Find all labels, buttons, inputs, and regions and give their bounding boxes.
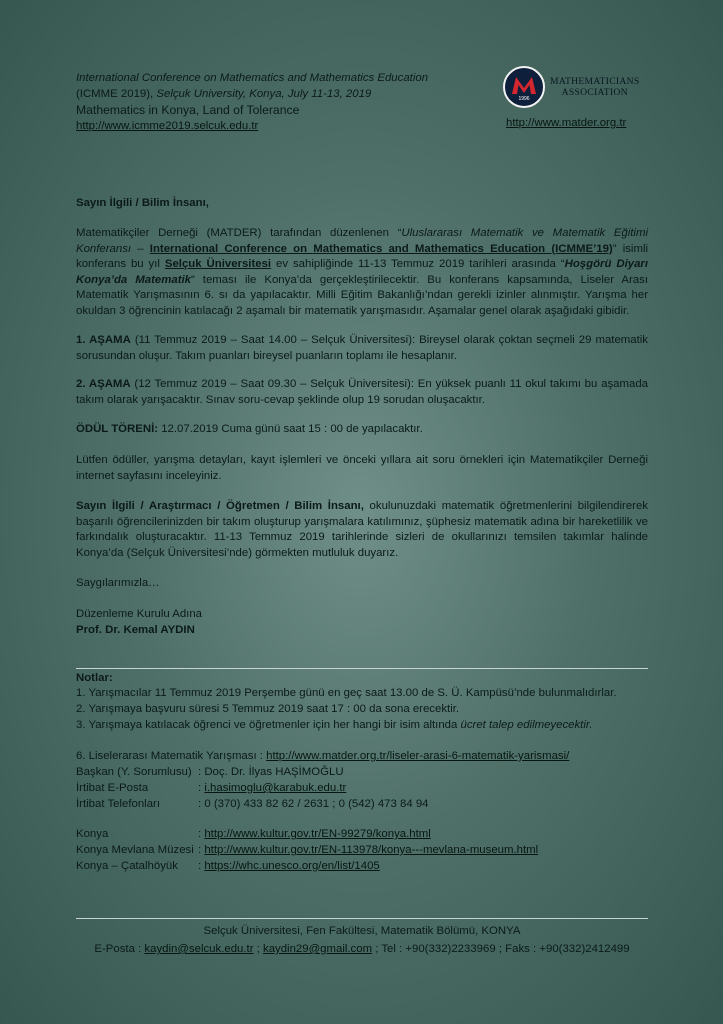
- matder-url-link[interactable]: http://www.matder.org.tr: [506, 117, 627, 129]
- footer-divider: [76, 918, 648, 919]
- conference-theme: Mathematics in Konya, Land of Tolerance: [76, 103, 300, 117]
- notes-title: Notlar:: [76, 672, 113, 684]
- conference-header: [76, 70, 476, 134]
- invite-paragraph: Sayın İlgili / Araştırmacı / Öğretmen / Bilim İnsanı, okulunuzdaki matematik öğretmenlerini bilgilendirerek başarılı öğrencilerinizden bir takım oluşturup yarışmalara katılımınız, şüphesiz matematik adına bir hareketlilik ve farkındalık oluşturacaktır. 11-13 Temmuz 2019 tarihlerinde sizleri de okullarınızı temsilen takımlar halinde Konya’da (Selçuk Üniversitesi’nde) görmekten mutluluk duyarız.: [76, 500, 648, 559]
- award-ceremony: ÖDÜL TÖRENİ: 12.07.2019 Cuma günü saat 15 : 00 de yapılacaktır.: [76, 423, 423, 435]
- matder-logo: [503, 66, 648, 110]
- mevlana-label: Konya Mevlana Müzesi: [76, 844, 194, 856]
- stage-1-paragraph: 1. AŞAMA (11 Temmuz 2019 – Saat 14.00 – Selçuk Üniversitesi): Bireysel olarak çoktan seçmeli 29 matematik sorusundan oluşur. Takım puanları bireysel puanların toplamı ile hesaplanır.: [76, 334, 648, 362]
- logo-year: 1996: [518, 96, 530, 102]
- footer-email-2-link[interactable]: kaydin29@gmail.com: [263, 943, 373, 955]
- stage-2-paragraph: 2. AŞAMA (12 Temmuz 2019 – Saat 09.30 – Selçuk Üniversitesi): En yüksek puanlı 11 okul takımı bu aşamada takım olarak yarışacaktır. Sınav soru-cevap şeklinde olup 19 sorudan oluşacaktır.: [76, 378, 648, 406]
- footer-contact: E-Posta : kaydin@selcuk.edu.tr ; kaydin29@gmail.com ; Tel : +90(332)2233969 ; Faks : +90(332)2412499: [94, 943, 630, 955]
- chair-label: Başkan (Y. Sorumlusu): [76, 766, 192, 778]
- catalhoyuk-url-link[interactable]: https://whc.unesco.org/en/list/1405: [204, 860, 380, 872]
- conference-title: International Conference on Mathematics and Mathematics Education: [76, 72, 429, 84]
- conference-url-link[interactable]: http://www.icmme2019.selcuk.edu.tr: [76, 120, 259, 132]
- konya-url-link[interactable]: http://www.kultur.gov.tr/EN-99279/konya.html: [204, 828, 431, 840]
- email-value-row: : i.hasimoglu@karabuk.edu.tr: [198, 782, 347, 794]
- note-3: 3. Yarışmaya katılacak öğrenci ve öğretmenler için her hangi bir isim altında ücret talep edilmeyecektir.: [76, 719, 593, 731]
- notes-divider: [76, 668, 648, 669]
- signature-name: Prof. Dr. Kemal AYDIN: [76, 624, 195, 636]
- signature-org: Düzenleme Kurulu Adına: [76, 608, 203, 620]
- phone-value: : 0 (370) 433 82 62 / 2631 ; 0 (542) 473 84 94: [198, 798, 429, 810]
- chair-value: : Doç. Dr. İlyas HAŞİMOĞLU: [198, 766, 344, 778]
- greeting: Sayın İlgili / Bilim İnsanı,: [76, 197, 209, 209]
- konya-url-row: : http://www.kultur.gov.tr/EN-99279/konya.html: [198, 828, 431, 840]
- info-paragraph: Lütfen ödüller, yarışma detayları, kayıt işlemleri ve önceki yıllara ait soru örnekleri için Matematikçiler Derneği internet sayfasını inceleyiniz.: [76, 454, 648, 482]
- mevlana-url-link[interactable]: http://www.kultur.gov.tr/EN-113978/konya---mevlana-museum.html: [204, 844, 539, 856]
- association-emblem-icon: [503, 66, 545, 108]
- logo-text: MATHEMATICIANS ASSOCIATION: [550, 76, 640, 98]
- footer-address: Selçuk Üniversitesi, Fen Fakültesi, Matematik Bölümü, KONYA: [203, 925, 521, 937]
- letter-m-icon: [510, 74, 538, 96]
- competition-url-link[interactable]: http://www.matder.org.tr/liseler-arasi-6-matematik-yarismasi/: [266, 750, 570, 762]
- footer-email-1-link[interactable]: kaydin@selcuk.edu.tr: [144, 943, 254, 955]
- conference-dates: (ICMME 2019), Selçuk University, Konya, July 11-13, 2019: [76, 88, 372, 100]
- contact-email-link[interactable]: i.hasimoglu@karabuk.edu.tr: [204, 782, 347, 794]
- note-1: 1. Yarışmacılar 11 Temmuz 2019 Perşembe günü en geç saat 13.00 de S. Ü. Kampüsü’nde bulunmalıdırlar.: [76, 687, 617, 699]
- konya-label: Konya: [76, 828, 109, 840]
- note-2: 2. Yarışmaya başvuru süresi 5 Temmuz 2019 saat 17 : 00 da sona erecektir.: [76, 703, 460, 715]
- catalhoyuk-label: Konya – Çatalhöyük: [76, 860, 178, 872]
- mevlana-url-row: : http://www.kultur.gov.tr/EN-113978/konya---mevlana-museum.html: [198, 844, 539, 856]
- regards: Saygılarımızla…: [76, 577, 160, 589]
- intro-paragraph: Matematikçiler Derneği (MATDER) tarafından düzenlenen “Uluslararası Matematik ve Matematik Eğitimi Konferansı – International Conference on Mathematics and Mathematics Education (ICMME’19)” isimli konferans bu yıl Selçuk Üniversitesi ev sahipliğinde 11-13 Temmuz 2019 tarihleri arasında “Hoşgörü Diyarı Konya’da Matematik” teması ile Konya’da gerçekleştirilecektir. Bu konferans kapsamında, Liseler Arası Matematik Yarışmasının 6. sı da yapılacaktır. Milli Eğitim Bakanlığı’ndan gerekli izinler alınmıştır. Yarışma her okuldan 3 öğrencinin katılacağı 2 aşamalı bir matematik yarışmasıdır. Aşamalar genel olarak aşağıdaki gibidir.: [76, 227, 649, 317]
- email-label: İrtibat E-Posta: [76, 782, 149, 794]
- competition-row: 6. Liselerarası Matematik Yarışması : http://www.matder.org.tr/liseler-arasi-6-matematik-yarismasi/: [76, 750, 570, 762]
- phone-label: İrtibat Telefonları: [76, 798, 160, 810]
- catalhoyuk-url-row: : https://whc.unesco.org/en/list/1405: [198, 860, 380, 872]
